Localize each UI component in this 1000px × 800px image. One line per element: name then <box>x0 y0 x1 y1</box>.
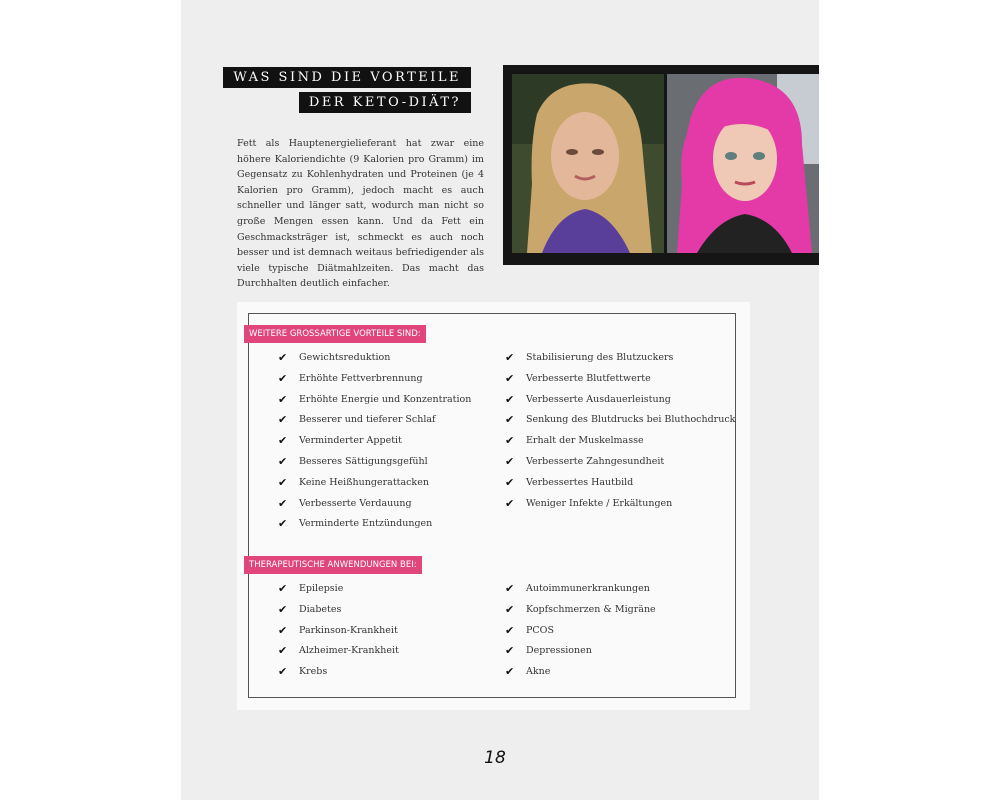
check-icon: ✔ <box>278 476 288 489</box>
benefits-item: Verminderte Entzündungen <box>299 518 433 529</box>
check-icon: ✔ <box>278 665 288 678</box>
check-icon: ✔ <box>278 624 288 637</box>
check-icon: ✔ <box>505 582 515 595</box>
therapeutic-item: Epilepsie <box>299 583 344 594</box>
title-line-2: DER KETO-DIÄT? <box>299 92 471 113</box>
therapeutic-item: Autoimmunerkrankungen <box>526 583 650 594</box>
check-icon: ✔ <box>505 455 515 468</box>
check-icon: ✔ <box>505 351 515 364</box>
page-number: 18 <box>484 748 506 768</box>
check-icon: ✔ <box>505 497 515 510</box>
benefits-item: Erhöhte Fettverbrennung <box>299 373 423 384</box>
check-icon: ✔ <box>505 393 515 406</box>
check-icon: ✔ <box>278 603 288 616</box>
benefits-item: Verbessertes Hautbild <box>526 477 634 488</box>
benefits-item: Weniger Infekte / Erkältungen <box>526 498 673 509</box>
therapeutic-item: Parkinson-Krankheit <box>299 625 398 636</box>
benefits-item: Stabilisierung des Blutzuckers <box>526 352 674 363</box>
check-icon: ✔ <box>278 517 288 530</box>
benefits-item: Verbesserte Zahngesundheit <box>526 456 665 467</box>
therapeutic-item: Depressionen <box>526 645 592 656</box>
benefits-item: Erhalt der Muskelmasse <box>526 435 644 446</box>
therapeutic-item: Akne <box>526 666 551 677</box>
check-icon: ✔ <box>278 497 288 510</box>
benefits-item: Besserer und tieferer Schlaf <box>299 414 436 425</box>
photo-frame <box>503 65 819 265</box>
check-icon: ✔ <box>278 351 288 364</box>
intro-paragraph: Fett als Hauptenergielieferant hat zwar eine höhere Kaloriendichte (9 Kalorien pro Gramm) im Gegensatz zu Kohlenhydraten und Proteinen (je 4 Kalorien pro Gramm), jedoch macht es auch schneller und länger satt, wodurch man nicht so große Mengen essen kann. Und da Fett ein Geschmacksträger ist, schmeckt es auch noch besser und ist demnach weitaus befriedigender als viele typische Diätmahlzeiten. Das macht das Durchhalten deutlich einfacher. <box>237 138 484 290</box>
benefits-item: Erhöhte Energie und Konzentration <box>299 394 472 405</box>
check-icon: ✔ <box>505 372 515 385</box>
benefits-item: Senkung des Blutdrucks bei Bluthochdruck <box>526 414 736 425</box>
therapeutic-label: THERAPEUTISCHE ANWENDUNGEN BEI: <box>244 556 422 574</box>
check-icon: ✔ <box>278 582 288 595</box>
before-photo-image <box>512 74 664 253</box>
benefits-item: Verbesserte Verdauung <box>299 498 412 509</box>
check-icon: ✔ <box>505 665 515 678</box>
after-photo-image <box>667 74 819 253</box>
check-icon: ✔ <box>505 413 515 426</box>
check-icon: ✔ <box>505 624 515 637</box>
therapeutic-item: PCOS <box>526 625 554 636</box>
benefits-item: Besseres Sättigungsgefühl <box>299 456 428 467</box>
therapeutic-item: Kopfschmerzen & Migräne <box>526 604 656 615</box>
check-icon: ✔ <box>278 413 288 426</box>
check-icon: ✔ <box>278 372 288 385</box>
benefits-item: Verbesserte Ausdauerleistung <box>526 394 671 405</box>
check-icon: ✔ <box>505 434 515 447</box>
therapeutic-item: Krebs <box>299 666 328 677</box>
before-photo <box>512 74 664 253</box>
title-line-1: WAS SIND DIE VORTEILE <box>223 67 471 88</box>
check-icon: ✔ <box>505 476 515 489</box>
check-icon: ✔ <box>278 455 288 468</box>
benefits-item: Keine Heißhungerattacken <box>299 477 429 488</box>
benefits-item: Verminderter Appetit <box>299 435 402 446</box>
check-icon: ✔ <box>278 393 288 406</box>
check-icon: ✔ <box>505 644 515 657</box>
page-title <box>233 67 471 114</box>
benefits-item: Gewichtsreduktion <box>299 352 391 363</box>
check-icon: ✔ <box>278 644 288 657</box>
check-icon: ✔ <box>505 603 515 616</box>
benefits-item: Verbesserte Blutfettwerte <box>526 373 651 384</box>
benefits-label: WEITERE GROSSARTIGE VORTEILE SIND: <box>244 325 426 343</box>
after-photo <box>667 74 819 253</box>
check-icon: ✔ <box>278 434 288 447</box>
therapeutic-item: Diabetes <box>299 604 342 615</box>
therapeutic-item: Alzheimer-Krankheit <box>299 645 399 656</box>
